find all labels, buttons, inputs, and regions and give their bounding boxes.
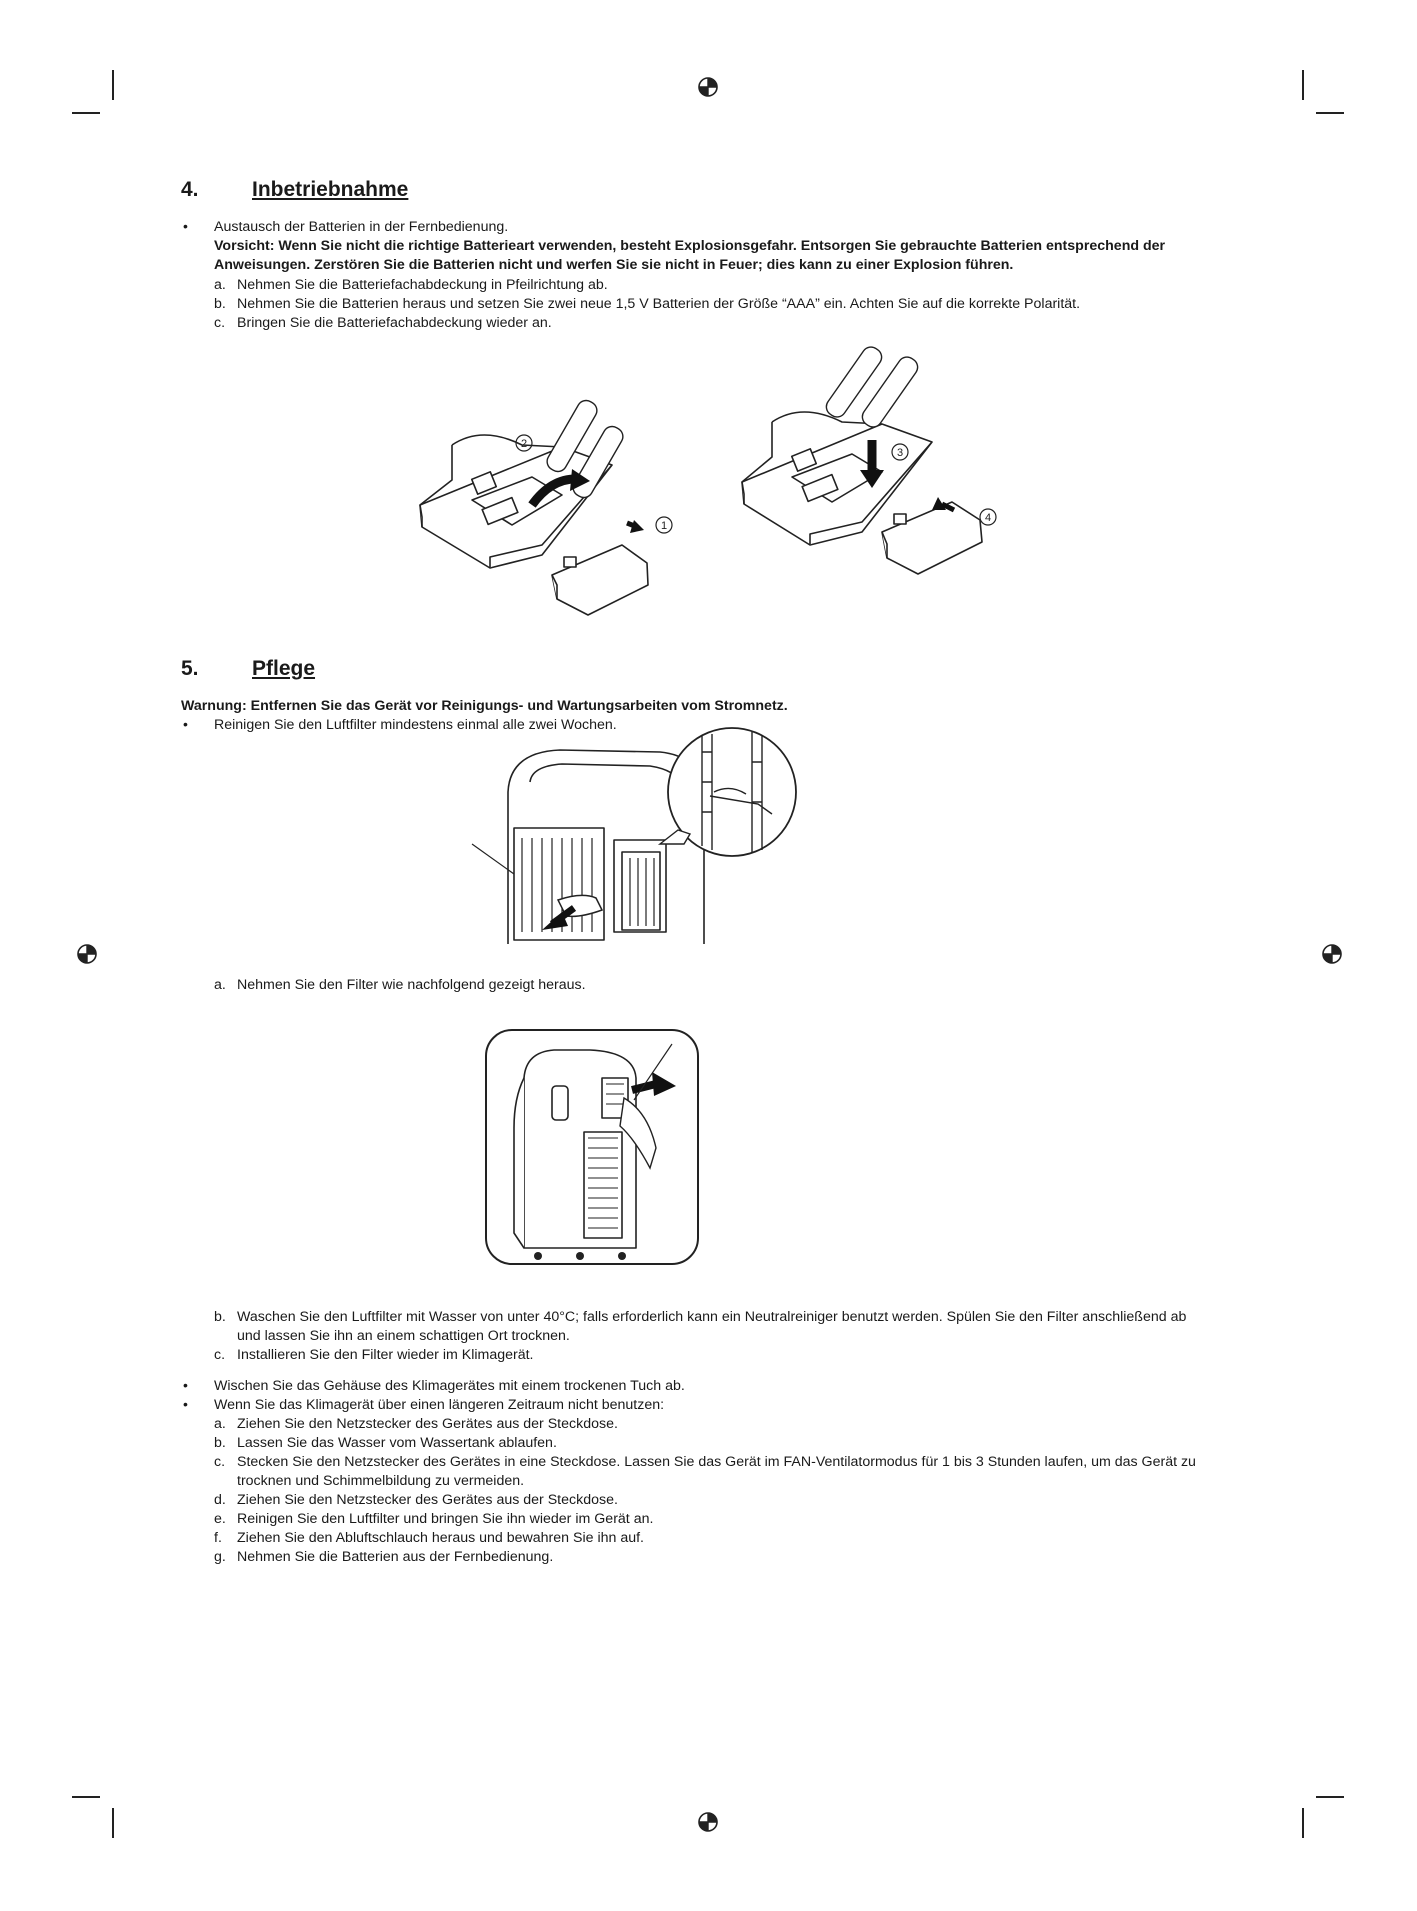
- bullet-glyph: •: [183, 716, 188, 732]
- crop-mark-br-v: [1302, 1808, 1304, 1838]
- registration-mark-left: [75, 942, 99, 966]
- crop-mark-tl-h: [72, 112, 100, 114]
- section-5-number: 5.: [181, 657, 199, 680]
- maintenance-warning: Warnung: Entfernen Sie das Gerät vor Reinigungs- und Wartungsarbeiten vom Stromnetz.: [181, 698, 788, 714]
- filter-removal-illustration: [470, 722, 800, 947]
- storage-step-text: trocknen und Schimmelbildung zu vermeiden.: [237, 1473, 525, 1489]
- battery-step-text: Nehmen Sie die Batteriefachabdeckung in Pfeilrichtung ab.: [237, 277, 608, 293]
- registration-mark-right: [1320, 942, 1344, 966]
- battery-step-text: Nehmen Sie die Batterien heraus und setzen Sie zwei neue 1,5 V Batterien der Größe “AAA” ein. Achten Sie auf die korrekte Polarität.: [237, 296, 1081, 312]
- battery-replacement-intro: Austausch der Batterien in der Fernbedienung.: [214, 219, 509, 235]
- storage-step-letter: e.: [214, 1511, 226, 1527]
- remote-battery-removal-illustration: [412, 385, 682, 630]
- storage-step-text: Ziehen Sie den Netzstecker des Gerätes aus der Steckdose.: [237, 1492, 618, 1508]
- registration-mark-top: [696, 75, 720, 99]
- filter-wash-line-1: Waschen Sie den Luftfilter mit Wasser von unter 40°C; falls erforderlich kann ein Neutralreiniger benutzt werden. Spülen Sie den Filter anschließend ab: [237, 1309, 1187, 1325]
- figure-label-3: 3: [896, 447, 904, 459]
- section-4-title: Inbetriebnahme: [252, 178, 409, 201]
- crop-mark-bl-v: [112, 1808, 114, 1838]
- storage-step-text: Nehmen Sie die Batterien aus der Fernbedienung.: [237, 1549, 554, 1565]
- bullet-glyph: •: [183, 218, 188, 234]
- storage-step-letter: g.: [214, 1549, 226, 1565]
- filter-install-text: Installieren Sie den Filter wieder im Klimagerät.: [237, 1347, 534, 1363]
- filter-install-letter: c.: [214, 1347, 226, 1363]
- battery-warning-line-2: Anweisungen. Zerstören Sie die Batterien nicht und werfen Sie sie nicht in Feuer; dies kann zu einer Explosion führen.: [214, 257, 1014, 273]
- crop-mark-tr-v: [1302, 70, 1304, 100]
- figure-label-4: 4: [984, 512, 992, 524]
- remote-battery-insertion-illustration: [732, 342, 1022, 607]
- crop-mark-tr-h: [1316, 112, 1344, 114]
- crop-mark-bl-h: [72, 1796, 100, 1798]
- storage-step-text: Stecken Sie den Netzstecker des Gerätes in eine Steckdose. Lassen Sie das Gerät im FAN-Ventilatormodus für 1 bis 3 Stunden laufen, um das Gerät zu: [237, 1454, 1196, 1470]
- registration-mark-bottom: [696, 1810, 720, 1834]
- section-4-number: 4.: [181, 178, 199, 201]
- bullet-glyph: •: [183, 1377, 188, 1393]
- filter-step-text: Nehmen Sie den Filter wie nachfolgend gezeigt heraus.: [237, 977, 586, 993]
- section-5-title: Pflege: [252, 657, 316, 680]
- battery-step-letter: c.: [214, 315, 226, 331]
- storage-step-text: Reinigen Sie den Luftfilter und bringen Sie ihn wieder im Gerät an.: [237, 1511, 654, 1527]
- crop-mark-tl-v: [112, 70, 114, 100]
- storage-bullet: Wenn Sie das Klimagerät über einen längeren Zeitraum nicht benutzen:: [214, 1397, 665, 1413]
- battery-step-letter: b.: [214, 296, 226, 312]
- filter-cleaning-bullet: Reinigen Sie den Luftfilter mindestens einmal alle zwei Wochen.: [214, 717, 617, 733]
- storage-step-letter: c.: [214, 1454, 226, 1470]
- storage-step-text: Ziehen Sie den Abluftschlauch heraus und bewahren Sie ihn auf.: [237, 1530, 644, 1546]
- storage-step-text: Lassen Sie das Wasser vom Wassertank ablaufen.: [237, 1435, 557, 1451]
- storage-step-letter: d.: [214, 1492, 226, 1508]
- filter-wash-line-2: und lassen Sie ihn an einem schattigen Ort trocknen.: [237, 1328, 570, 1344]
- storage-step-text: Ziehen Sie den Netzstecker des Gerätes aus der Steckdose.: [237, 1416, 618, 1432]
- crop-mark-br-h: [1316, 1796, 1344, 1798]
- filter-step-letter: a.: [214, 977, 226, 993]
- bullet-glyph: •: [183, 1396, 188, 1412]
- battery-step-letter: a.: [214, 277, 226, 293]
- figure-label-2: 2: [520, 438, 528, 450]
- battery-step-text: Bringen Sie die Batteriefachabdeckung wieder an.: [237, 315, 552, 331]
- storage-step-letter: a.: [214, 1416, 226, 1432]
- figure-label-1: 1: [660, 520, 668, 532]
- storage-step-letter: f.: [214, 1530, 222, 1546]
- filter-pull-out-illustration: [484, 1028, 700, 1266]
- housing-cleaning-bullet: Wischen Sie das Gehäuse des Klimagerätes mit einem trockenen Tuch ab.: [214, 1378, 685, 1394]
- battery-warning-line-1: Vorsicht: Wenn Sie nicht die richtige Batterieart verwenden, besteht Explosionsgefahr. Entsorgen Sie gebrauchte Batterien entsprechend der: [214, 238, 1166, 254]
- storage-step-letter: b.: [214, 1435, 226, 1451]
- filter-wash-letter: b.: [214, 1309, 226, 1325]
